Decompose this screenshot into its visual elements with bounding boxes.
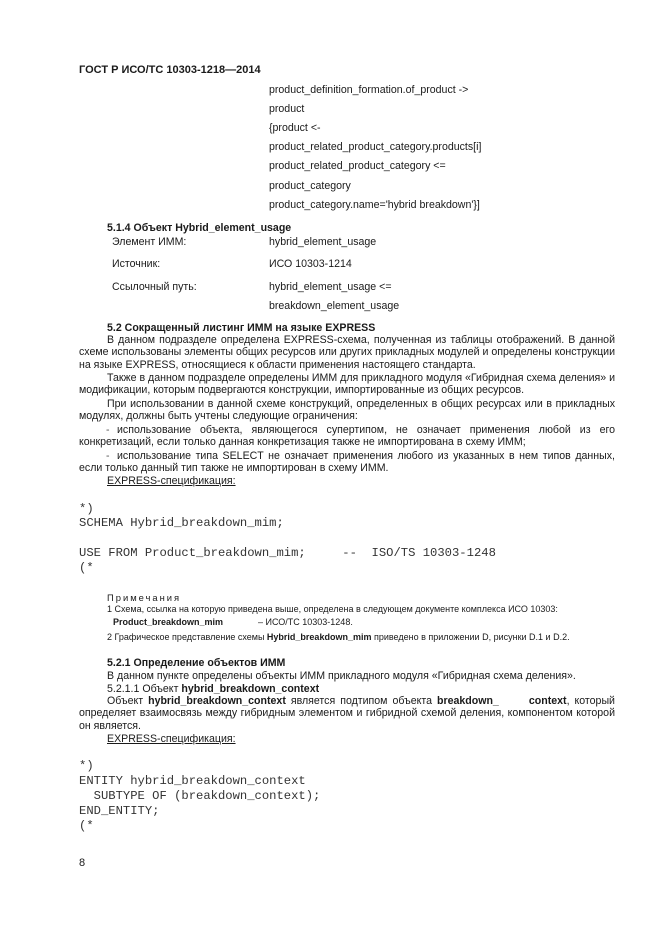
entity-description: Объект hybrid_breakdown_context является подтипом объекта breakdown_ context, который определяет взаимосвязь между гибридным элементом и гибридной схемой деления, компонентом которой он является. xyxy=(79,695,615,732)
code-line: ENTITY hybrid_breakdown_context xyxy=(79,774,306,788)
document-title: ГОСТ Р ИСО/ТС 10303-1218—2014 xyxy=(79,64,261,76)
code-line: SUBTYPE OF (breakdown_context); xyxy=(79,789,321,803)
bullet-item: использование объекта, являющегося супертипом, не означает применения любой из его конкретизаций, если только данная конкретизация также не импортирована в схему ИММ; xyxy=(79,424,615,449)
mapping-line: product_related_product_category.products[i] xyxy=(269,141,482,153)
row-label: Ссылочный путь: xyxy=(112,281,197,293)
code-line: *) xyxy=(79,502,94,516)
section-heading: 5.2.1 Определение объектов ИММ xyxy=(107,657,286,669)
mapping-line: {product <- xyxy=(269,122,321,134)
express-spec-label: EXPRESS-спецификация: xyxy=(107,475,236,487)
sub-heading: 5.2.1.1 Объект hybrid_breakdown_context xyxy=(107,683,320,695)
row-value: ИСО 10303-1214 xyxy=(269,258,352,270)
paragraph: В данном пункте определены объекты ИММ прикладного модуля «Гибридная схема деления». xyxy=(107,670,576,682)
bullet-dash: - xyxy=(106,450,110,462)
mapping-line: product_category xyxy=(269,180,351,192)
paragraph: Также в данном подразделе определены ИММ для прикладного модуля «Гибридная схема деления» и модификации, которым подвергаются конструкции, импортированные из общих ресурсов. xyxy=(79,372,615,397)
express-spec-label: EXPRESS-спецификация: xyxy=(107,733,236,745)
row-label: Источник: xyxy=(112,258,161,270)
mapping-line: product_related_product_category <= xyxy=(269,160,446,172)
code-line: END_ENTITY; xyxy=(79,804,160,818)
note-1-ref: Product_breakdown_mim xyxy=(113,617,224,627)
row-value: hybrid_element_usage <= xyxy=(269,281,392,293)
page-number: 8 xyxy=(79,857,86,869)
note-1: 1 Схема, ссылка на которую приведена выше, определена в следующем документе комплекса ИСО 10303: xyxy=(107,604,558,614)
code-line: USE FROM Product_breakdown_mim; -- ISO/TS 10303-1248 xyxy=(79,546,496,560)
bullet-dash: - xyxy=(106,424,110,436)
note-1-ref-rest: – ИСО/ТС 10303-1248. xyxy=(258,617,353,627)
code-line: *) xyxy=(79,759,94,773)
code-line: SCHEMA Hybrid_breakdown_mim; xyxy=(79,516,284,530)
bullet-item: использование типа SELECT не означает применения любого из указанных в нем типов данных, если только данный тип также не импортирован в схему ИММ. xyxy=(79,450,615,475)
section-heading: 5.1.4 Объект Hybrid_element_usage xyxy=(107,222,292,234)
mapping-line: product_definition_formation.of_product -> xyxy=(269,84,469,96)
row-value: breakdown_element_usage xyxy=(269,300,400,312)
paragraph: В данном подразделе определена EXPRESS-схема, полученная из таблицы отображений. В данной схеме использованы элементы общих ресурсов или других прикладных модулей и определены конструкции на языке EXPRESS, относящиеся к области применения настоящего стандарта. xyxy=(79,334,615,371)
code-line: (* xyxy=(79,819,94,833)
notes-title: Примечания xyxy=(107,592,182,603)
code-line: (* xyxy=(79,561,94,575)
paragraph: При использовании в данной схеме конструкций, определенных в общих ресурсах или в прикладных модулях, должны быть учтены следующие ограничения: xyxy=(79,398,615,423)
mapping-line: product xyxy=(269,103,305,115)
mapping-line: product_category.name='hybrid breakdown'}] xyxy=(269,199,480,211)
row-label: Элемент ИММ: xyxy=(112,236,187,248)
section-heading: 5.2 Сокращенный листинг ИММ на языке EXPRESS xyxy=(107,322,376,334)
note-2: 2 Графическое представление схемы Hybrid_breakdown_mim приведено в приложении D, рисунки D.1 и D.2. xyxy=(107,632,570,642)
row-value: hybrid_element_usage xyxy=(269,236,377,248)
